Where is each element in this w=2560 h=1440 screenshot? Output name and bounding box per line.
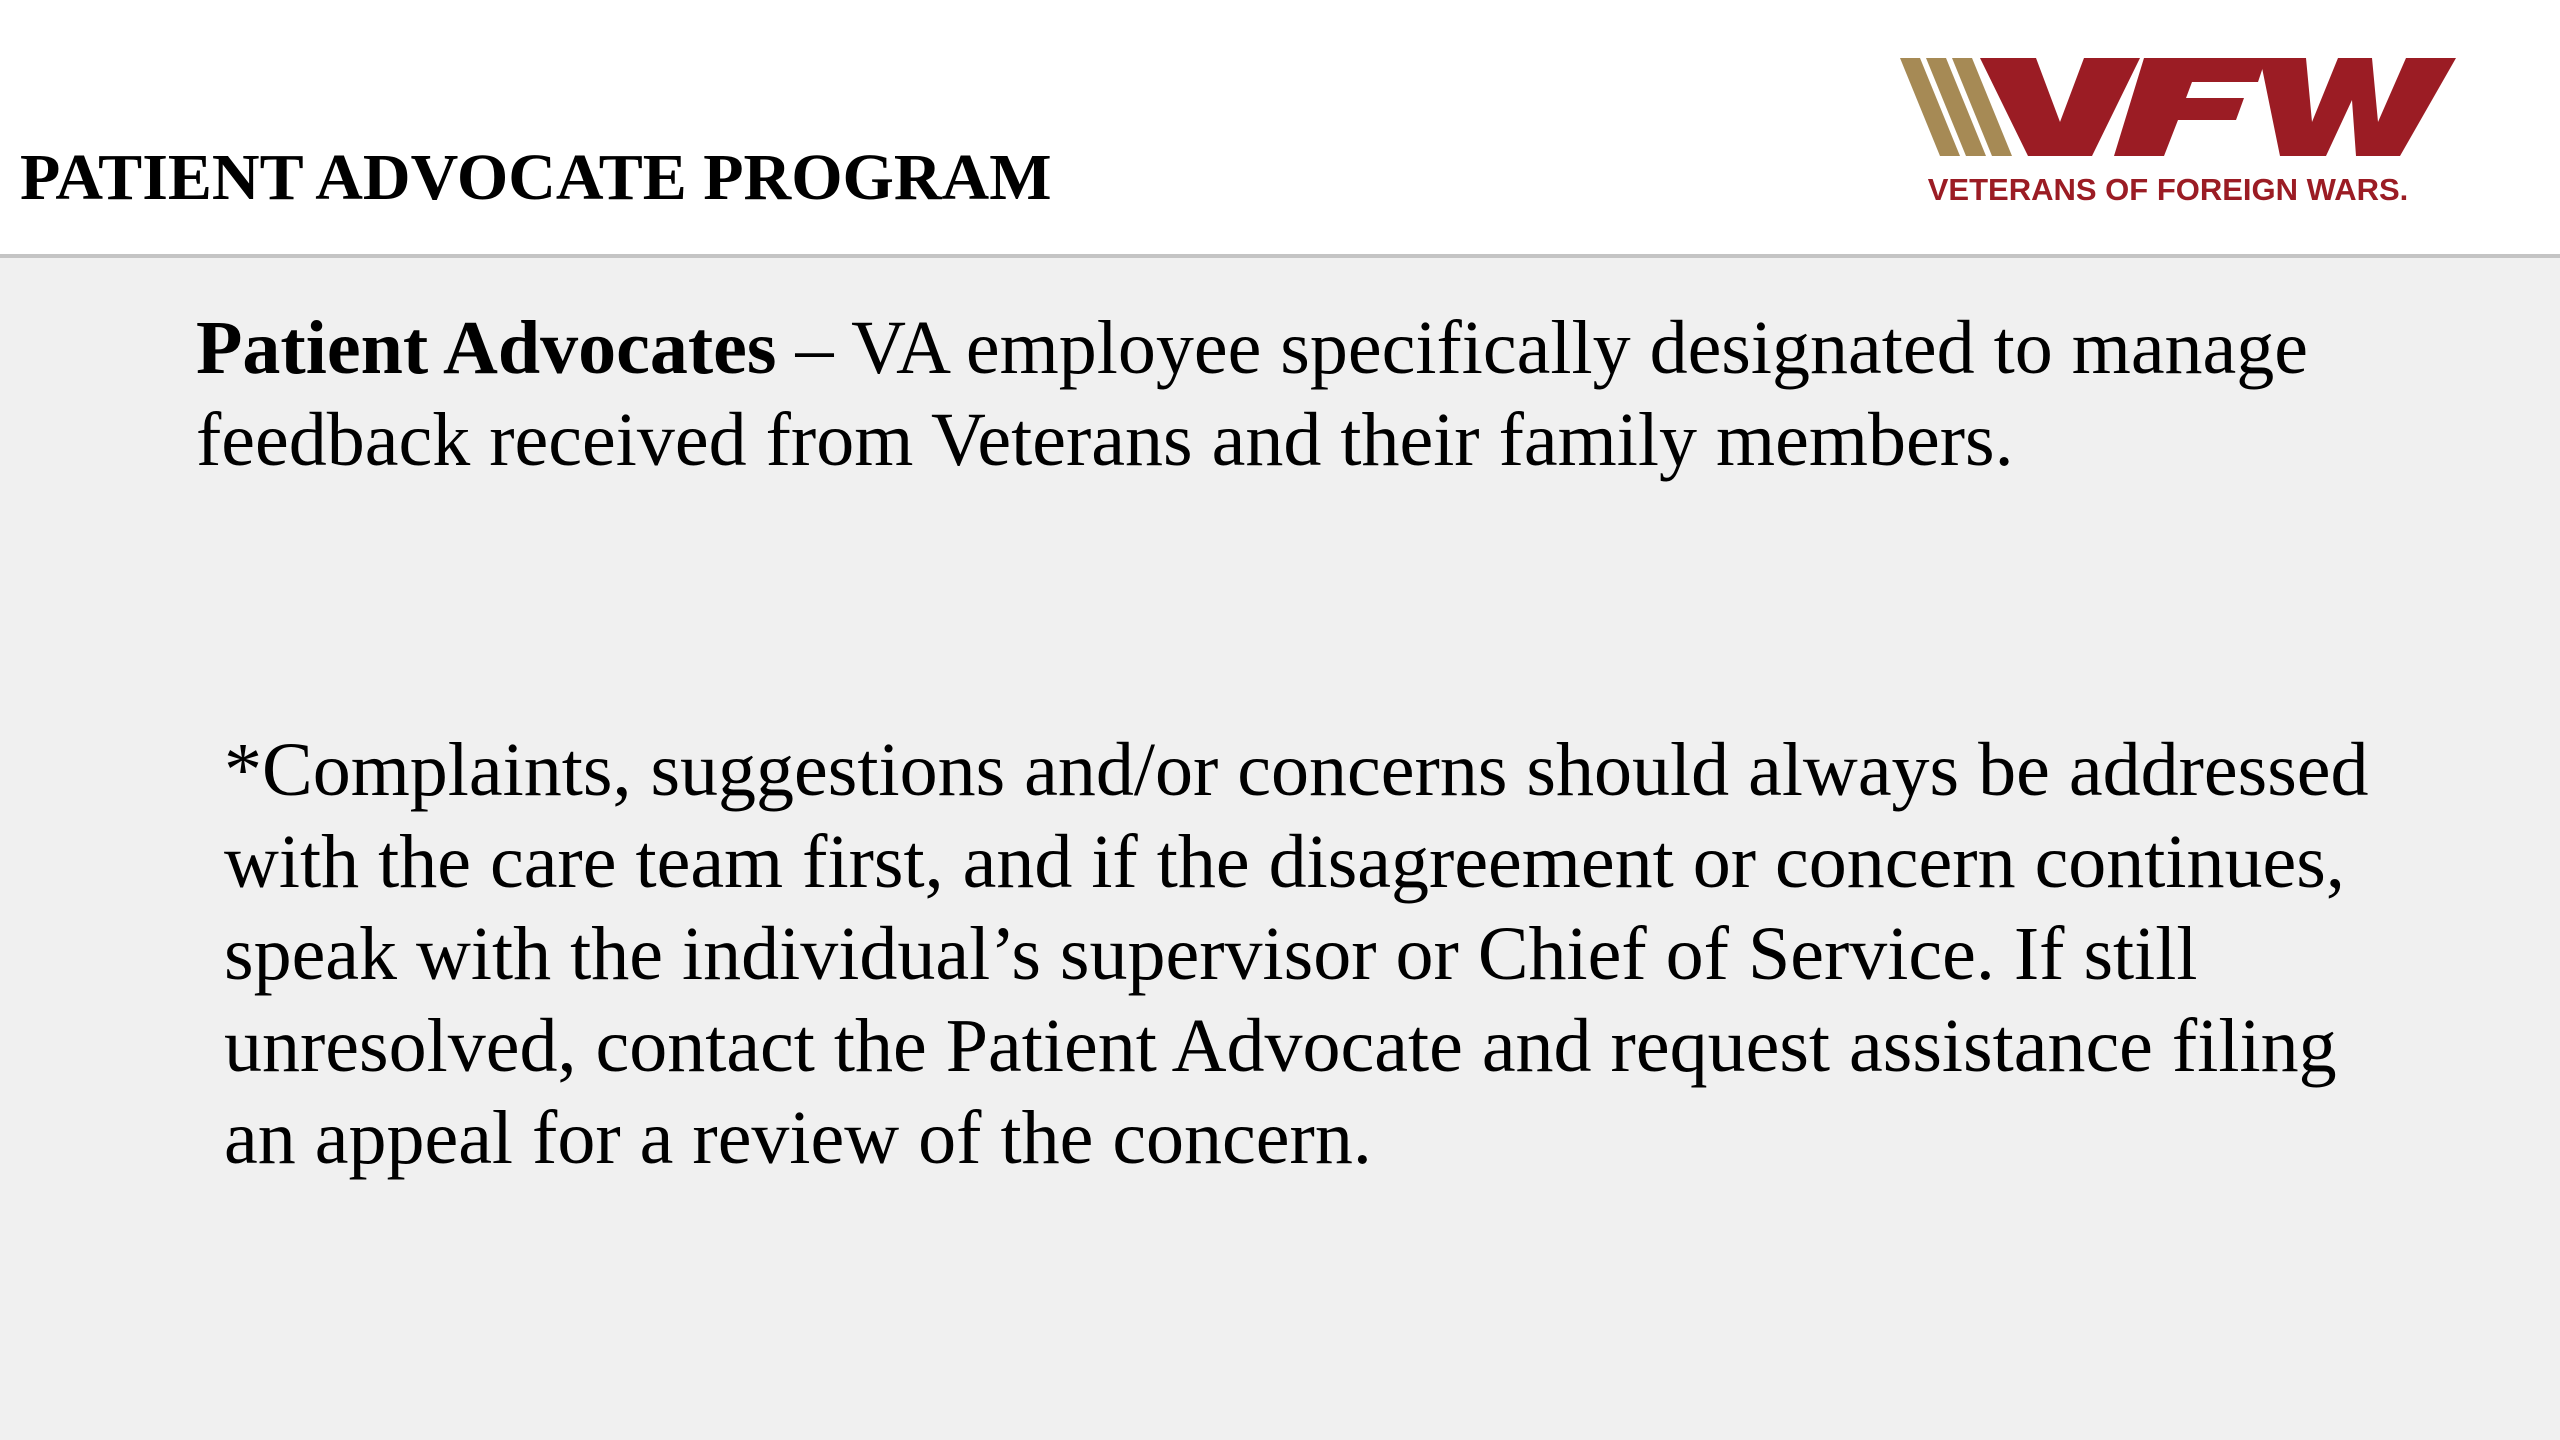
definition-text: – VA employee specifically designated to manage feedback received from Veterans and their family members.: [196, 306, 2309, 482]
page-title: PATIENT ADVOCATE PROGRAM: [20, 141, 1052, 214]
logo-tagline: VETERANS OF FOREIGN WARS.: [1927, 172, 2409, 207]
header-bar: [0, 0, 2560, 258]
vfw-logo-graphic: [1900, 56, 2456, 212]
wordmark-letter-f: [2114, 58, 2266, 156]
wordmark-letter-w: [2260, 58, 2456, 156]
definition-term: Patient Advocates: [196, 306, 777, 390]
vfw-logo: [1900, 56, 2456, 212]
definition-paragraph: [196, 302, 2376, 486]
note-paragraph: *Complaints, suggestions and/or concerns should always be addressed with the care team first, and if the disagreement or concern continues, speak with the individual’s supervisor or Chief of Service. If still unresolved, contact the Patient Advocate and request assistance filing an appeal for a review of the concern.: [224, 728, 2369, 1180]
